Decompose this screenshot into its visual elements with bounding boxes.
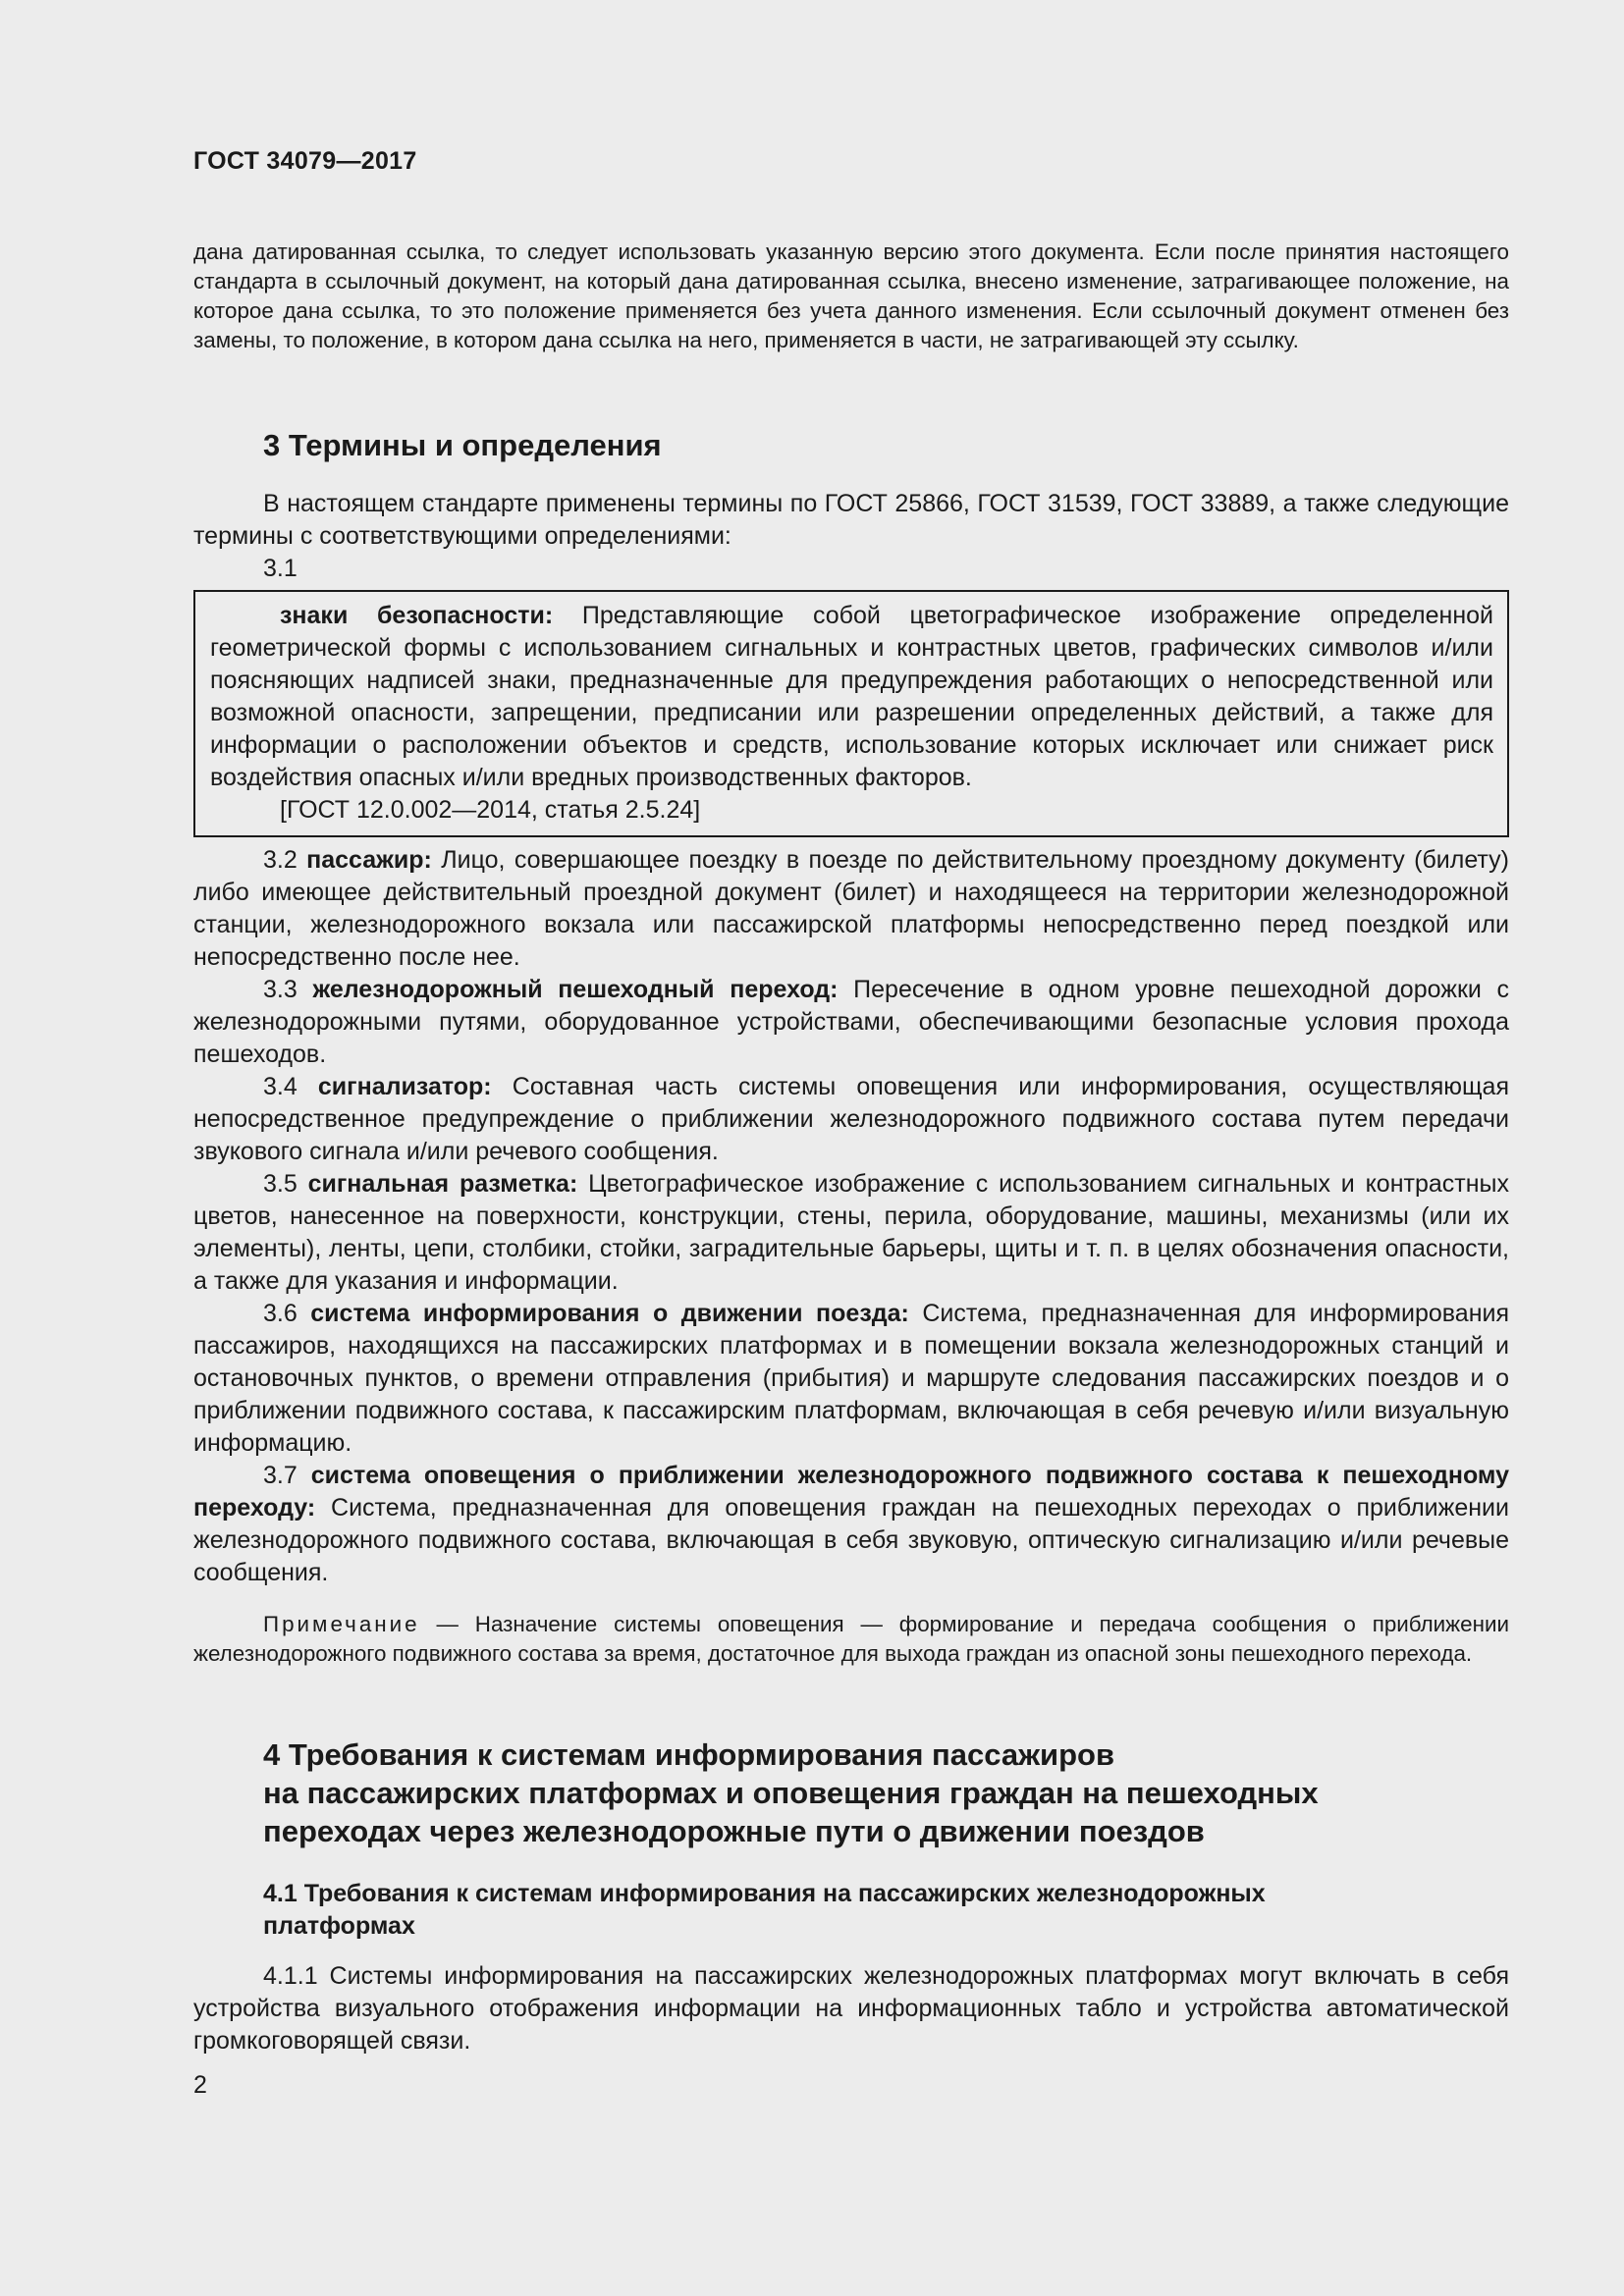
section-4-1-heading xyxy=(263,1878,1500,1943)
standard-code-header: ГОСТ 34079—2017 xyxy=(193,147,417,175)
term-definition: Составная часть системы оповещения или информирования, осуществляющая непосредственное предупреждение о приближении железнодорожного подвижного состава путем передачи звукового сигнала и/или речевого сообщения. xyxy=(193,1073,1509,1165)
term-item xyxy=(193,974,1509,1071)
term-item xyxy=(193,1168,1509,1298)
section-4-heading-line: переходах через железнодорожные пути о движении поездов xyxy=(263,1814,1205,1848)
terms-list xyxy=(193,844,1509,1589)
term-3-1-name: знаки безопасности: xyxy=(280,602,554,629)
term-name: система информирования о движении поезда: xyxy=(310,1300,909,1327)
term-definition: Система, предназначенная для информирования пассажиров, находящихся на пассажирских платформах и в помещении вокзала железнодорожных станций и остановочных пунктов, о времени отправления (прибытия) и маршруте следования пассажирских поездов и о приближении подвижного состава, к пассажирским платформам, включающая в себя речевую и/или визуальную информацию. xyxy=(193,1300,1510,1457)
section-4-heading-line: 4 Требования к системам информирования пассажиров xyxy=(263,1737,1115,1772)
section-3-heading: 3 Термины и определения xyxy=(263,428,662,462)
page-number: 2 xyxy=(193,2071,207,2099)
section-4-1-heading-line: 4.1 Требования к системам информирования на пассажирских железнодорожных xyxy=(263,1880,1266,1907)
term-item xyxy=(193,1460,1509,1589)
term-definition: Система, предназначенная для оповещения граждан на пешеходных переходах о приближении железнодорожного подвижного состава, включающая в себя звуковую, оптическую сигнализацию и/или речевые сообщения. xyxy=(193,1494,1509,1586)
term-name: пассажир: xyxy=(306,846,432,874)
term-number: 3.4 xyxy=(263,1073,318,1100)
term-item xyxy=(193,844,1509,974)
note-text: — Назначение системы оповещения — формирование и передача сообщения о приближении железнодорожного подвижного состава за время, достаточное для выхода граждан из опасной зоны пешеходного перехода. xyxy=(193,1612,1509,1666)
term-name: система оповещения о приближении железнодорожного подвижного состава к пешеходному переходу: xyxy=(193,1462,1509,1522)
term-3-1-paragraph xyxy=(210,600,1493,794)
section-4-1-heading-line: платформах xyxy=(263,1912,415,1940)
term-3-1-number: 3.1 xyxy=(263,555,298,582)
paragraph-4-1-1: 4.1.1 Системы информирования на пассажирских железнодорожных платформах могут включать в себя устройства визуального отображения информации на информационных табло и устройства автоматической громкоговорящей связи. xyxy=(193,1962,1509,2055)
section-4-heading-line: на пассажирских платформах и оповещения граждан на пешеходных xyxy=(263,1776,1319,1810)
term-number: 3.2 xyxy=(263,846,307,874)
term-3-1-definition: Представляющие собой цветографическое изображение определенной геометрической формы с использованием сигнальных и контрастных цветов, графических символов и/или поясняющих надписей знаки, предназначенные для предупреждения работающих о непосредственной или возможной опасности, запрещении, предписании или разрешении определенных действий, а также для информации о расположении объектов и средств, использование которых исключает или снижает риск воздействия опасных и/или вредных производственных факторов. xyxy=(210,602,1494,791)
term-3-1-source: [ГОСТ 12.0.002—2014, статья 2.5.24] xyxy=(280,796,701,824)
term-name: сигнальная разметка: xyxy=(307,1170,578,1198)
section-3-intro-text: В настоящем стандарте применены термины по ГОСТ 25866, ГОСТ 31539, ГОСТ 33889, а также следующие термины с соответствующими определениями: xyxy=(193,490,1509,550)
term-3-1-box xyxy=(193,590,1509,837)
section-3-intro-block xyxy=(193,488,1509,585)
section-4-heading xyxy=(263,1735,1520,1850)
term-number: 3.3 xyxy=(263,976,313,1003)
term-item xyxy=(193,1071,1509,1168)
term-number: 3.6 xyxy=(263,1300,311,1327)
term-definition: Цветографическое изображение с использованием сигнальных и контрастных цветов, нанесенное на поверхности, конструкции, стены, перила, оборудование, машины, механизмы (или их элементы), ленты, цепи, столбики, стойки, заградительные барьеры, щиты и т. п. в целях обозначения опасности, а также для указания и информации. xyxy=(193,1170,1509,1295)
term-name: сигнализатор: xyxy=(317,1073,492,1100)
term-name: железнодорожный пешеходный переход: xyxy=(312,976,839,1003)
term-number: 3.5 xyxy=(263,1170,308,1198)
intro-paragraph: дана датированная ссылка, то следует использовать указанную версию этого документа. Если после принятия настоящего стандарта в ссылочный документ, на который дана датированная ссылка, внесено изменение, затрагивающее положение, на которое дана ссылка, то это положение применяется без учета данного изменения. Если ссылочный документ отменен без замены, то положение, в котором дана ссылка на него, применяется в части, не затрагивающей эту ссылку. xyxy=(193,240,1509,352)
term-item xyxy=(193,1298,1509,1460)
note-paragraph xyxy=(193,1610,1509,1669)
term-definition: Лицо, совершающее поездку в поезде по действительному проездному документу (билету) либо имеющее действительный проездной документ (билет) и находящееся на территории железнодорожной станции, железнодорожного вокзала или пассажирской платформы непосредственно перед поездкой или непосредственно после нее. xyxy=(193,846,1509,971)
note-label: Примечание xyxy=(263,1612,420,1636)
term-definition: Пересечение в одном уровне пешеходной дорожки с железнодорожными путями, оборудованное устройствами, обеспечивающими безопасные условия прохода пешеходов. xyxy=(193,976,1510,1068)
term-number: 3.7 xyxy=(263,1462,311,1489)
